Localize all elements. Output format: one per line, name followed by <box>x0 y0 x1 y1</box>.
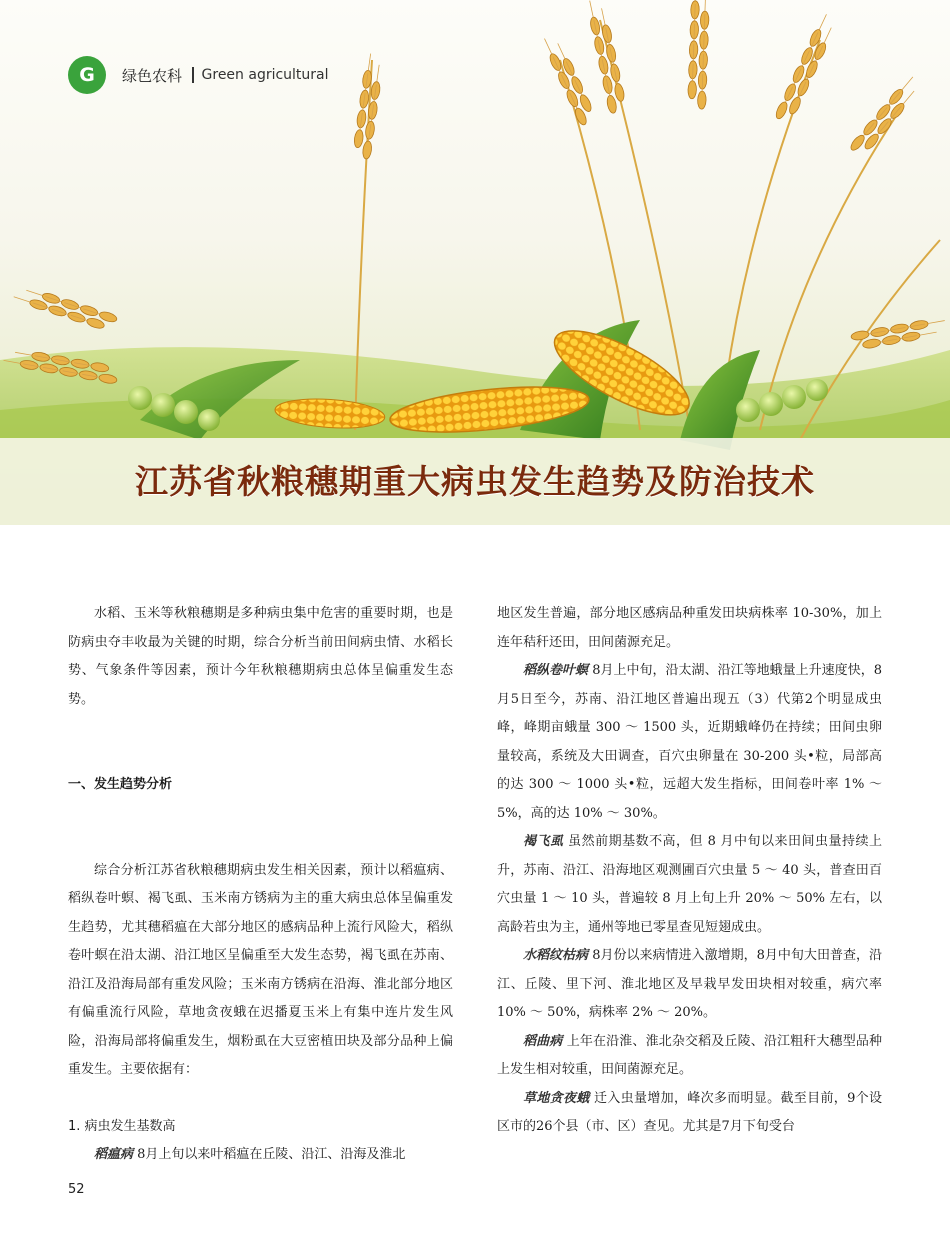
body-paragraph <box>497 1085 882 1142</box>
pest-term: 稻纵卷叶螟 <box>523 663 589 678</box>
pest-description: 8月上中旬，沿太湖、沿江等地蛾量上升速度快，8月5日至今，苏南、沿江地区普遍出现五（3）代第2个明显成虫峰，峰期亩蛾量 300 ～ 1500 头，近期蛾峰仍在持续；田间虫卵量较高，系统及大田调查，百穴虫卵量在 30-200 头•粒，局部高的达 300 ～ 1000 头•粒，远超大发生指标，田间卷叶率 1% ～ 5%，高的达 10% ～ 30%。 <box>497 663 882 821</box>
left-column <box>68 600 453 1170</box>
subsection-heading: 1. 病虫发生基数高 <box>68 1118 176 1134</box>
column-name-cn: 绿色农科 <box>122 66 183 85</box>
column-badge: G <box>68 56 106 94</box>
intro-paragraph: 水稻、玉米等秋粮穗期是多种病虫集中危害的重要时期，也是防病虫夺丰收最为关键的时期，综合分析当前田间病虫情、水稻长势、气象条件等因素，预计今年秋粮穗期病虫总体呈偏重发生态势。 <box>68 606 453 707</box>
pest-description: 虽然前期基数不高，但 8 月中旬以来田间虫量持续上升，苏南、沿江、沿海地区观测圃百穴虫量 5 ～ 40 头，普查田百穴虫量 1 ～ 10 头，普遍较 8 月上旬上升 20% ～ 50% 左右，以高龄若虫为主，通州等地已零星查见短翅成虫。 <box>497 834 882 935</box>
pest-term: 草地贪夜蛾 <box>523 1090 590 1106</box>
pest-description: 迁入虫量增加，峰次多而明显。截至目前，9个设区市的26个县（市、区）查见。尤其是7月下旬受台 <box>497 1090 882 1134</box>
pest-description: 8月上旬以来叶稻瘟在丘陵、沿江、沿海及淮北 <box>133 1147 406 1162</box>
body-paragraph <box>497 828 882 942</box>
pest-description: 8月份以来病情进入激增期，8月中旬大田普查，沿江、丘陵、里下河、淮北地区及早栽早发田块相对较重，病穴率 10% ～ 50%，病株率 2% ～ 20%。 <box>497 948 882 1020</box>
pest-term: 稻瘟病 <box>94 1147 134 1162</box>
column-tag <box>68 56 329 94</box>
pest-description: 上年在沿淮、淮北杂交稻及丘陵、沿江粗秆大穗型品种上发生相对较重，田间菌源充足。 <box>497 1033 882 1077</box>
pest-term: 褐飞虱 <box>523 834 564 849</box>
article-title: 江苏省秋粮穗期重大病虫发生趋势及防治技术 <box>135 462 815 501</box>
column-name-en: Green agricultural <box>201 67 329 83</box>
body-paragraph <box>497 657 882 828</box>
body-paragraph <box>497 1028 882 1085</box>
body-paragraph <box>68 1141 453 1170</box>
body-paragraph: 综合分析江苏省秋粮穗期病虫发生相关因素，预计以稻瘟病、稻纵卷叶螟、褐飞虱、玉米南方锈病为主的重大病虫总体呈偏重发生趋势，尤其穗稻瘟在大部分地区的感病品种上流行风险大，稻纵卷叶螟在沿太湖、沿江地区呈偏重至大发生态势，褐飞虱在苏南、沿江及沿海局部有重发风险；玉米南方锈病在沿海、淮北部分地区有偏重流行风险，草地贪夜蛾在迟播夏玉米上有集中连片发生风险，沿海局部将偏重发生，烟粉虱在大豆密植田块及部分品种上偏重发生。主要依据有： <box>68 862 453 1077</box>
body-paragraph-continued: 地区发生普遍，部分地区感病品种重发田块病株率 10-30%，加上连年秸秆还田，田间菌源充足。 <box>497 606 882 650</box>
banner <box>0 0 950 525</box>
right-column <box>497 600 882 1142</box>
column-divider <box>192 67 194 83</box>
pest-term: 稻曲病 <box>523 1033 563 1049</box>
section-heading: 一、发生趋势分析 <box>68 777 173 792</box>
page-number: 52 <box>68 1182 85 1197</box>
pest-term: 水稻纹枯病 <box>523 948 589 963</box>
body-paragraph <box>497 942 882 1028</box>
